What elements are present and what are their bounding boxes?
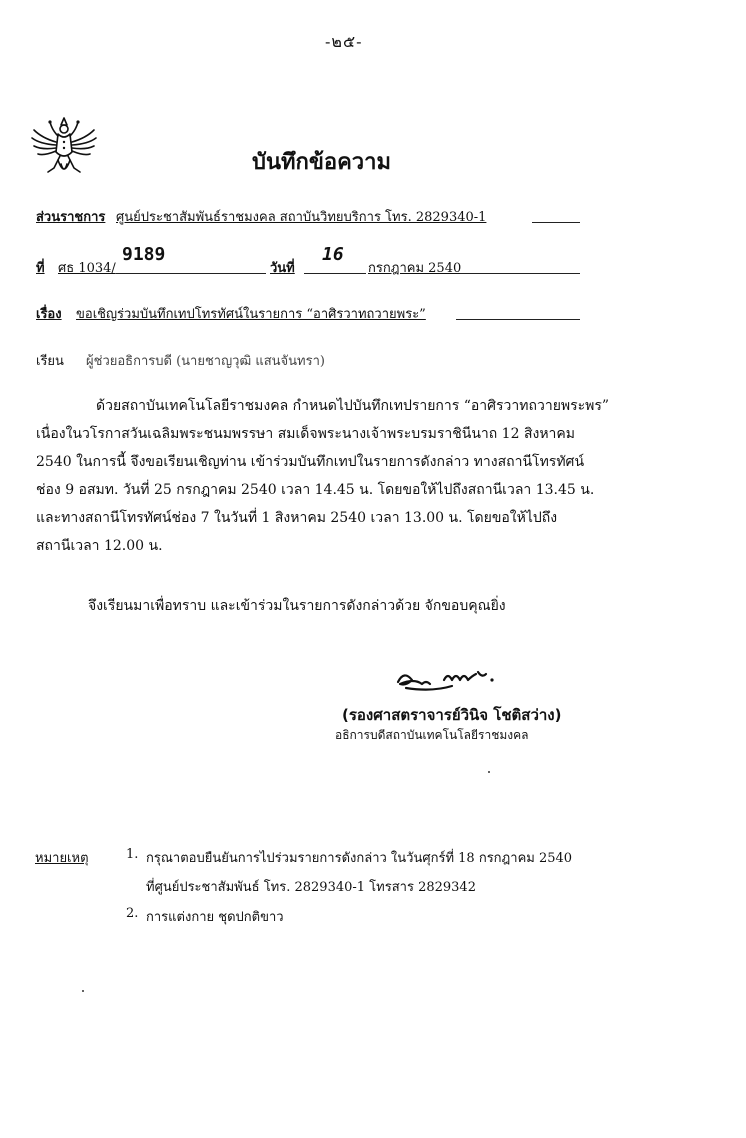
agency-label: ส่วนราชการ [36,210,106,225]
body-line-5: และทางสถานีโทรทัศน์ช่อง 7 ในวันที่ 1 สิงหาคม 2540 เวลา 13.00 น. โดยขอให้ไปถึง [36,510,558,526]
note-2-line-1: การแต่งกาย ชุดปกติขาว [146,910,284,925]
notes-label: หมายเหตุ [35,851,89,866]
scan-speck [82,990,84,992]
agency-value: ศูนย์ประชาสัมพันธ์ราชมงคล สถาบันวิทยบริการ โทร. 2829340-1 [116,210,487,225]
memo-title: บันทึกข้อความ [252,149,392,175]
to-label: เรียน [36,354,64,369]
ref-prefix: ศธ 1034/ [58,261,116,276]
date-label: วันที่ [270,261,295,276]
signer-name: (รองศาสตราจารย์วินิจ โชติสว่าง) [342,706,562,724]
note-1-line-2: ที่ศูนย์ประชาสัมพันธ์ โทร. 2829340-1 โทรสาร 2829342 [146,880,476,895]
page-number: -๒๕- [325,32,363,51]
closing-line: จึงเรียนมาเพื่อทราบ และเข้าร่วมในรายการดังกล่าวด้วย จักขอบคุณยิ่ง [88,598,506,614]
body-line-4: ช่อง 9 อสมท. วันที่ 25 กรกฎาคม 2540 เวลา 14.45 น. โดยขอให้ไปถึงสถานีเวลา 13.45 น. [36,482,595,498]
note-2-number: 2. [126,906,139,921]
ref-label: ที่ [36,261,45,276]
subject-value: ขอเชิญร่วมบันทึกเทปโทรทัศน์ในรายการ “อาศิรวาทถวายพระ” [76,307,426,322]
date-rule [460,273,580,274]
signature-scribble [392,660,502,696]
agency-rule [532,222,580,223]
subject-label: เรื่อง [36,307,62,322]
to-value: ผู้ช่วยอธิการบดี (นายชาญวุฒิ แสนจันทรา) [86,354,325,369]
date-month-year: กรกฎาคม 2540 [368,261,462,276]
ref-number: 9189 [122,244,166,265]
signer-position: อธิการบดีสถาบันเทคโนโลยีราชมงคล [335,728,529,742]
garuda-emblem-icon [28,112,100,184]
ref-rule [116,273,266,274]
scan-speck [488,771,490,773]
body-line-6: สถานีเวลา 12.00 น. [36,538,163,554]
note-1-number: 1. [126,847,139,862]
subject-rule [456,319,580,320]
date-day: 16 [322,244,344,265]
body-line-1: ด้วยสถาบันเทคโนโลยีราชมงคล กำหนดไปบันทึกเทปรายการ “อาศิรวาทถวายพระพร” [96,398,610,414]
body-line-2: เนื่องในวโรกาสวันเฉลิมพระชนมพรรษา สมเด็จพระนางเจ้าพระบรมราชินีนาถ 12 สิงหาคม [36,426,576,442]
date-day-rule [304,273,366,274]
body-line-3: 2540 ในการนี้ จึงขอเรียนเชิญท่าน เข้าร่วมบันทึกเทปในรายการดังกล่าว ทางสถานีโทรทัศน์ [36,454,585,470]
note-1-line-1: กรุณาตอบยืนยันการไปร่วมรายการดังกล่าว ในวันศุกร์ที่ 18 กรกฎาคม 2540 [146,851,573,866]
